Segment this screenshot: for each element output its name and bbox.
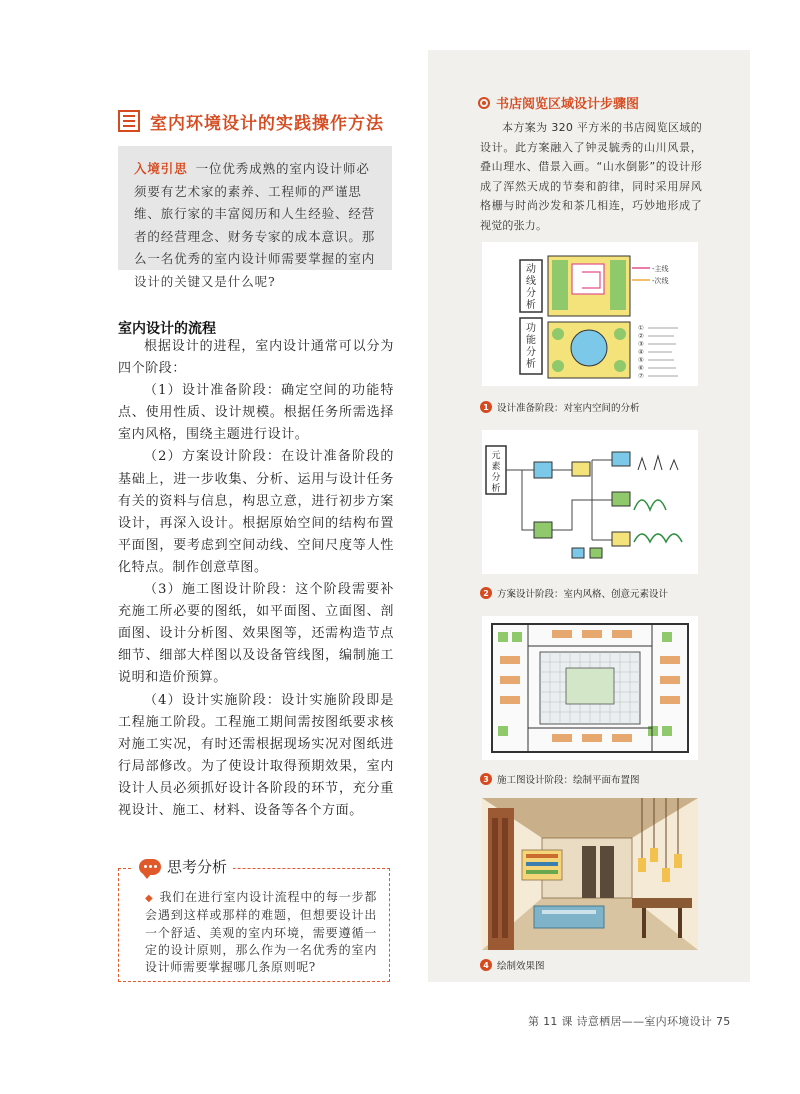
sketch-label-char: 能 [526, 335, 536, 346]
figure-number: 3 [480, 773, 492, 785]
side-description: 本方案为 320 平方米的书店阅览区域的设计。此方案融入了钟灵毓秀的山川风景，叠山理水、借景入画。“山水倒影”的设计形成了浑然天成的节奏和韵律，同时采用屏风格栅与时尚沙发和茶几相连，巧妙地形成了视觉的张力。 [480, 121, 702, 232]
interior-rendering-image [482, 798, 698, 950]
function-item: ③ [638, 340, 644, 348]
sketch-label-char: 析 [526, 300, 536, 311]
side-panel [428, 50, 750, 982]
figure-caption-text: 方案设计阶段：室内风格、创意元素设计 [497, 589, 669, 600]
analysis-sketch-image [482, 242, 698, 386]
sketch-label-char: 析 [526, 359, 536, 370]
sketch-label-char: 分 [526, 288, 536, 299]
sketch-label-char: 析 [491, 484, 501, 494]
side-title: 书店阅览区域设计步骤图 [496, 97, 640, 112]
legend-sub-line: -次线 [652, 277, 669, 285]
legend-main-line: -主线 [652, 265, 669, 273]
figure-element-sketch [482, 430, 698, 574]
section-list-icon [118, 110, 140, 132]
process-body [118, 336, 394, 822]
process-title: 室内设计的流程 [118, 321, 216, 337]
think-question: 我们在进行室内设计流程中的每一步都会遇到这样或那样的难题，但想要设计出一个舒适、美观的室内环境，需要遵循一定的设计原则，那么作为一名优秀的室内设计师需要掌握哪几条原则呢? [145, 890, 377, 975]
function-item: ⑤ [638, 356, 644, 364]
sketch-label-char: 线 [526, 276, 536, 287]
function-item: ② [638, 332, 644, 340]
figure-caption [480, 586, 668, 600]
sketch-label-char: 功 [526, 323, 536, 334]
sketch-label-char: 元 [491, 451, 501, 461]
figure-caption [480, 772, 640, 786]
intro-text: 一位优秀成熟的室内设计师必须要有艺术家的素养、工程师的严谨思维、旅行家的丰富阅历和人生经验、经营者的经营理念、财务专家的成本意识。那么一名优秀的室内设计师需要掌握的室内设计的关键又是什么呢? [134, 161, 376, 289]
think-box [118, 858, 390, 982]
intro-label: 入境引思 [134, 161, 188, 176]
side-title-row [478, 93, 639, 112]
figure-number: 1 [480, 401, 492, 413]
element-sketch-image [482, 430, 698, 574]
target-icon [478, 97, 490, 109]
process-paragraph: 根据设计的进程，室内设计通常可以分为四个阶段： [118, 339, 394, 377]
floor-plan-image [482, 616, 698, 760]
figure-caption-text: 施工图设计阶段：绘制平面布置图 [497, 775, 640, 786]
page-footer: 第 11 课 诗意栖居——室内环境设计 75 [528, 1015, 731, 1028]
process-paragraph: （2）方案设计阶段：在设计准备阶段的基础上，进一步收集、分析、运用与设计任务有关的资料与信息，构思立意，进行初步方案设计，再深入设计。根据原始空间的结构布置平面图，要考虑到空间动线、空间尺度等人性化特点。制作创意草图。 [118, 449, 394, 575]
function-item: ④ [638, 348, 644, 356]
sketch-label-char: 动 [526, 264, 536, 275]
figure-caption-text: 绘制效果图 [497, 961, 545, 972]
function-item: ⑥ [638, 364, 644, 372]
function-item: ① [638, 324, 644, 332]
intro-box [118, 146, 392, 289]
diamond-icon: ◆ [145, 893, 154, 904]
function-item: ⑦ [638, 372, 644, 380]
section-title: 室内环境设计的实践操作方法 [150, 113, 384, 134]
think-text [145, 889, 377, 976]
process-paragraph: （1）设计准备阶段：确定空间的功能特点、使用性质、设计规模。根据任务所需选择室内风格，围绕主题进行设计。 [118, 383, 394, 443]
think-header [133, 856, 233, 877]
think-title: 思考分析 [167, 858, 228, 876]
sketch-label-char: 分 [491, 473, 501, 483]
figure-caption [480, 400, 640, 414]
figure-floor-plan [482, 616, 698, 760]
figure-number: 2 [480, 587, 492, 599]
section-header [118, 108, 384, 134]
speech-bubble-icon [139, 859, 161, 875]
sketch-label-char: 素 [491, 462, 501, 472]
process-paragraph: （3）施工图设计阶段：这个阶段需要补充施工所必要的图纸，如平面图、立面图、剖面图、设计分析图、效果图等，还需构造节点细节、细部大样图以及设备管线图，编制施工说明和造价预算。 [118, 582, 394, 686]
process-paragraph: （4）设计实施阶段：设计实施阶段即是工程施工阶段。工程施工期间需按图纸要求核对施工实况，有时还需根据现场实况对图纸进行局部修改。为了使设计取得预期效果，室内设计人员必须抓好设计各阶段的环节，充分重视设计、施工、材料、设备等各个方面。 [118, 692, 394, 818]
sketch-label-char: 分 [526, 347, 536, 358]
figure-analysis-sketch [482, 242, 698, 386]
figure-caption [480, 958, 545, 972]
figure-rendering [482, 798, 698, 950]
figure-caption-text: 设计准备阶段：对室内空间的分析 [497, 403, 640, 414]
figure-number: 4 [480, 959, 492, 971]
